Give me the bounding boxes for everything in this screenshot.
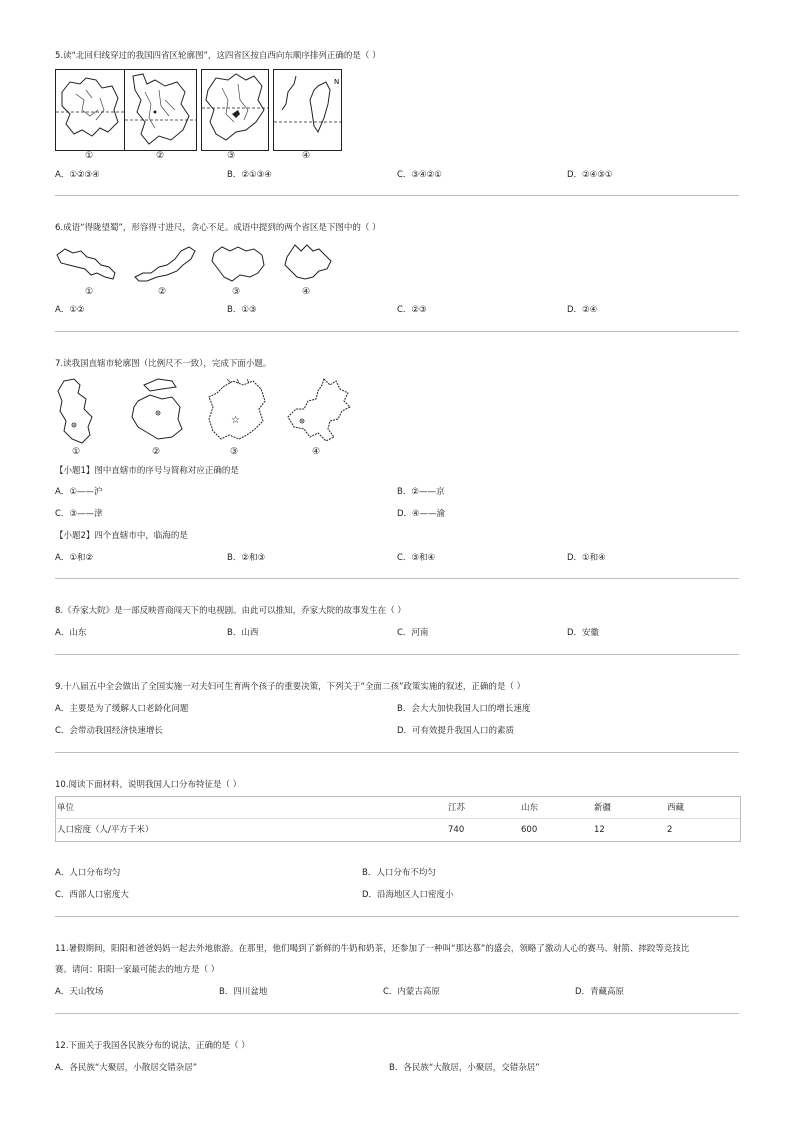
q6-caption-2: ② xyxy=(157,287,167,297)
q12-option-b[interactable]: B．各民族“大散居，小聚居，交错杂居” xyxy=(389,1063,540,1073)
svg-text:☆: ☆ xyxy=(231,415,240,426)
divider xyxy=(55,752,739,753)
q9-option-b[interactable]: B．会大大加快我国人口的增长速度 xyxy=(397,704,531,714)
divider xyxy=(55,331,739,332)
q9-option-c[interactable]: C．会带动我国经济快速增长 xyxy=(55,726,163,736)
q10-table-row-label: 人口密度（人/平方千米） xyxy=(57,825,154,835)
q6-map-2 xyxy=(133,243,198,285)
q10-table-header-unit: 单位 xyxy=(57,803,75,813)
q10-option-b[interactable]: B．人口分布不均匀 xyxy=(362,868,436,878)
q6-caption-4: ④ xyxy=(301,287,311,297)
q5-option-d[interactable]: D．②④③① xyxy=(567,170,613,180)
q5-option-b[interactable]: B．②①③④ xyxy=(227,170,272,180)
q7-map-3 xyxy=(203,377,269,445)
q10-table-header-xizang: 西藏 xyxy=(667,803,685,813)
q7-stem: 7.读我国直辖市轮廓图（比例尺不一致），完成下面小题。 xyxy=(55,359,272,369)
divider xyxy=(55,654,739,655)
q5-option-a[interactable]: A．①②③④ xyxy=(55,170,100,180)
q10-stem: 10.阅读下面材料，说明我国人口分布特征是（ ） xyxy=(55,780,242,790)
q5-caption-4: ④ xyxy=(301,151,311,161)
q6-map-4 xyxy=(279,241,335,285)
svg-text:N: N xyxy=(334,78,340,86)
q7-sub1-option-c[interactable]: C．③——津 xyxy=(55,509,103,519)
q5-map-2 xyxy=(124,69,197,151)
q6-option-c[interactable]: C．②③ xyxy=(397,305,427,315)
q11-option-c[interactable]: C．内蒙古高原 xyxy=(383,987,440,997)
q9-option-d[interactable]: D．可有效提升我国人口的素质 xyxy=(397,726,515,736)
q7-sub2-option-a[interactable]: A．①和② xyxy=(55,553,94,563)
q6-map-3 xyxy=(210,243,268,285)
q5-map-3 xyxy=(201,69,269,151)
q10-table-header-xinjiang: 新疆 xyxy=(594,803,612,813)
q10-table-cell-jiangsu: 740 xyxy=(448,825,465,835)
q7-sub2-stem: 【小题2】四个直辖市中，临海的是 xyxy=(55,531,188,541)
q11-option-b[interactable]: B．四川盆地 xyxy=(219,987,268,997)
q8-option-d[interactable]: D．安徽 xyxy=(567,628,600,638)
q7-sub2-option-c[interactable]: C．③和④ xyxy=(397,553,436,563)
q10-option-a[interactable]: A．人口分布均匀 xyxy=(55,868,121,878)
q5-caption-2: ② xyxy=(155,151,165,161)
q6-option-b[interactable]: B．①③ xyxy=(227,305,257,315)
q7-caption-1: ① xyxy=(71,447,81,457)
q11-option-a[interactable]: A．天山牧场 xyxy=(55,987,104,997)
q10-option-c[interactable]: C．西部人口密度大 xyxy=(55,890,129,900)
q6-option-a[interactable]: A．①② xyxy=(55,305,85,315)
q10-option-d[interactable]: D．沿海地区人口密度小 xyxy=(362,890,454,900)
q7-sub2-option-d[interactable]: D．①和④ xyxy=(567,553,606,563)
q10-table-header-shandong: 山东 xyxy=(521,803,539,813)
divider xyxy=(55,1013,739,1014)
q7-sub1-option-b[interactable]: B．②——京 xyxy=(397,487,445,497)
q6-stem: 6.成语“得陇望蜀”，形容得寸进尺，贪心不足。成语中提到的两个省区是下图中的（ ） xyxy=(55,223,381,233)
q10-table-cell-xizang: 2 xyxy=(667,825,673,835)
q7-map-2 xyxy=(128,377,188,443)
q7-sub2-option-b[interactable]: B．②和③ xyxy=(227,553,266,563)
divider xyxy=(55,578,739,579)
q11-option-d[interactable]: D．青藏高原 xyxy=(575,987,625,997)
q7-sub1-option-a[interactable]: A．①——沪 xyxy=(55,487,103,497)
q7-map-4 xyxy=(284,375,354,447)
q12-stem: 12.下面关于我国各民族分布的说法，正确的是（ ） xyxy=(55,1041,250,1051)
divider xyxy=(55,916,739,917)
q7-caption-2: ② xyxy=(151,447,161,457)
divider xyxy=(55,195,739,196)
q7-caption-4: ④ xyxy=(311,447,321,457)
q5-caption-1: ① xyxy=(84,151,94,161)
q7-sub1-stem: 【小题1】图中直辖市的序号与简称对应正确的是 xyxy=(55,466,239,476)
q7-map-1 xyxy=(54,377,98,447)
q9-stem: 9.十八届五中全会做出了全国实施一对夫妇可生育两个孩子的重要决策，下列关于“全面二孩”政策实施的叙述，正确的是（ ） xyxy=(55,682,526,692)
q5-option-c[interactable]: C．③④②① xyxy=(397,170,442,180)
q5-map-1 xyxy=(55,69,125,151)
q11-stem-line2: 赛。请问：阳阳一家最可能去的地方是（ ） xyxy=(55,965,220,975)
q10-table-frame xyxy=(55,796,741,842)
q12-option-a[interactable]: A．各民族“大聚居，小散居交错杂居” xyxy=(55,1063,198,1073)
q8-option-b[interactable]: B．山西 xyxy=(227,628,259,638)
q8-option-a[interactable]: A．山东 xyxy=(55,628,87,638)
q6-caption-3: ③ xyxy=(231,287,241,297)
q6-caption-1: ① xyxy=(84,287,94,297)
q10-table-rule xyxy=(55,818,740,819)
q6-option-d[interactable]: D．②④ xyxy=(567,305,598,315)
q7-sub1-option-d[interactable]: D．④——渝 xyxy=(397,509,446,519)
q6-map-1 xyxy=(55,243,120,285)
q7-caption-3: ③ xyxy=(229,447,239,457)
q10-table-cell-shandong: 600 xyxy=(521,825,538,835)
q10-table-cell-xinjiang: 12 xyxy=(594,825,605,835)
q11-stem-line1: 11.暑假期间，阳阳和爸爸妈妈一起去外地旅游。在那里，他们喝到了新鲜的牛奶和奶茶，还参加了一种叫“那达慕”的盛会，领略了激动人心的赛马、射箭、摔跤等竞技比 xyxy=(55,944,690,954)
q10-table-header-jiangsu: 江苏 xyxy=(448,803,466,813)
q8-option-c[interactable]: C．河南 xyxy=(397,628,429,638)
q5-map-4 xyxy=(273,69,342,151)
q5-caption-3: ③ xyxy=(226,151,236,161)
q5-stem: 5.读“北回归线穿过的我国四省区轮廓图”，这四省区按自西向东顺序排列正确的是（ ） xyxy=(55,51,381,61)
q9-option-a[interactable]: A．主要是为了缓解人口老龄化问题 xyxy=(55,704,189,714)
q8-stem: 8.《乔家大院》是一部反映晋商闯天下的电视剧。由此可以推知，乔家大院的故事发生在（ ） xyxy=(55,606,406,616)
